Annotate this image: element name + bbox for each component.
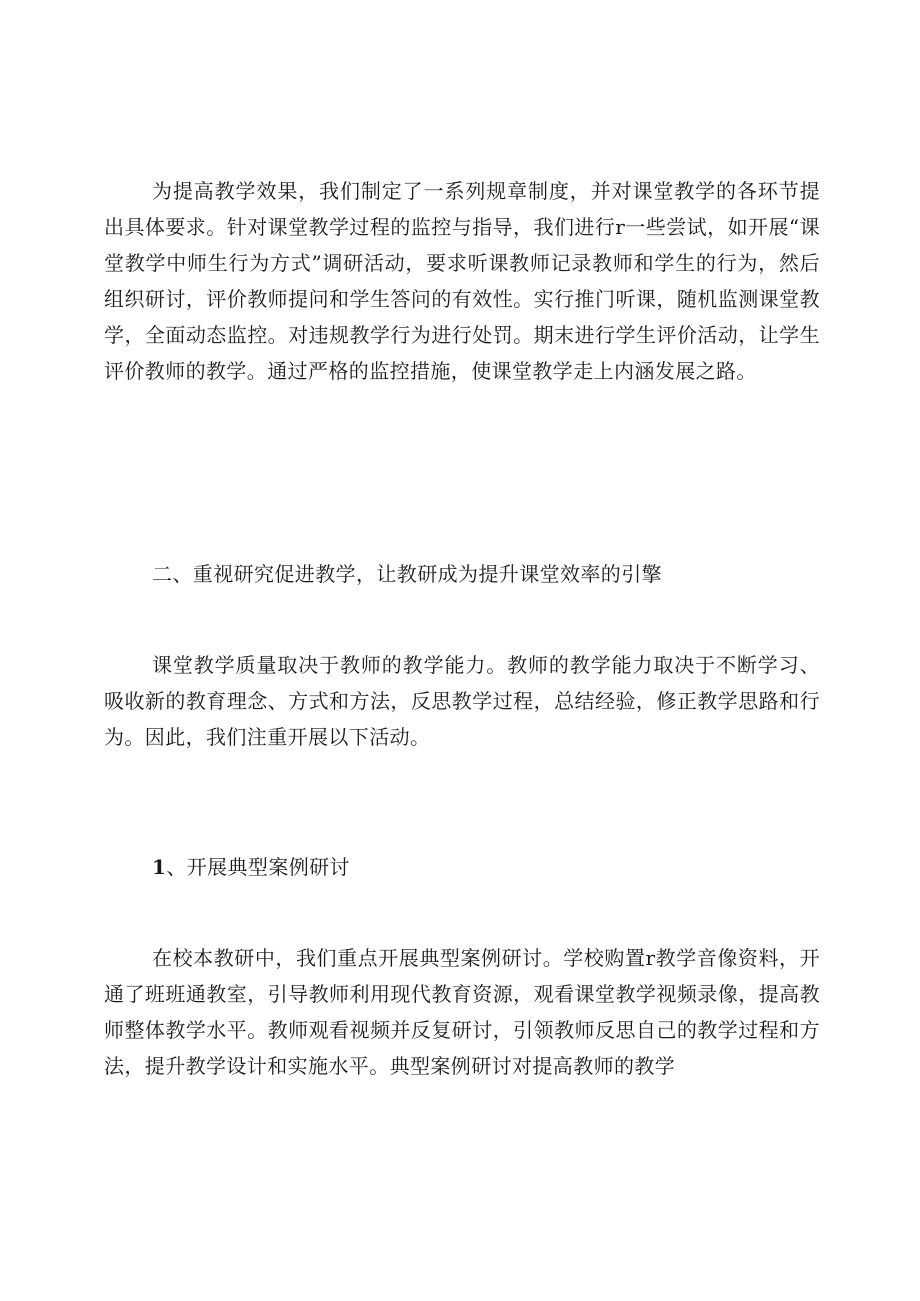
body-paragraph: 为提高教学效果，我们制定了一系列规章制度，并对课堂教学的各环节提出具体要求。针对课堂教学过程的监控与指导，我们进行r一些尝试，如开展“课堂教学中师生行为方式”调研活动，要求听课教师记录教师和学生的行为，然后组织研讨，评价教师提问和学生答问的有效性。实行推门听课，随机监测课堂教学，全面动态监控。对违规教学行为进行处罚。期末进行学生评价活动，让学生评价教师的教学。通过严格的监控措施，使课堂教学走上内涵发展之路。 <box>104 179 820 383</box>
subsection-title: 、开展典型案例研讨 <box>166 855 350 879</box>
body-paragraph: 在校本教研中，我们重点开展典型案例研讨。学校购置r教学音像资料，开通了班班通教室，引导教师利用现代教育资源，观看课堂教学视频录像，提高教师整体教学水平。教师观看视频并反复研讨，引领教师反思自己的教学过程和方法，提升教学设计和实施水平。典型案例研讨对提高教师的教学 <box>104 946 820 1078</box>
body-paragraph: 课堂教学质量取决于教师的教学能力。教师的教学能力取决于不断学习、吸收新的教育理念、方式和方法，反思教学过程，总结经验，修正教学思路和行为。因此，我们注重开展以下活动。 <box>104 653 820 749</box>
subsection-number: 1 <box>152 855 167 879</box>
subsection-heading <box>104 849 820 885</box>
section-heading: 二、重视研究促进教学，让教研成为提升课堂效率的引擎 <box>152 562 662 586</box>
